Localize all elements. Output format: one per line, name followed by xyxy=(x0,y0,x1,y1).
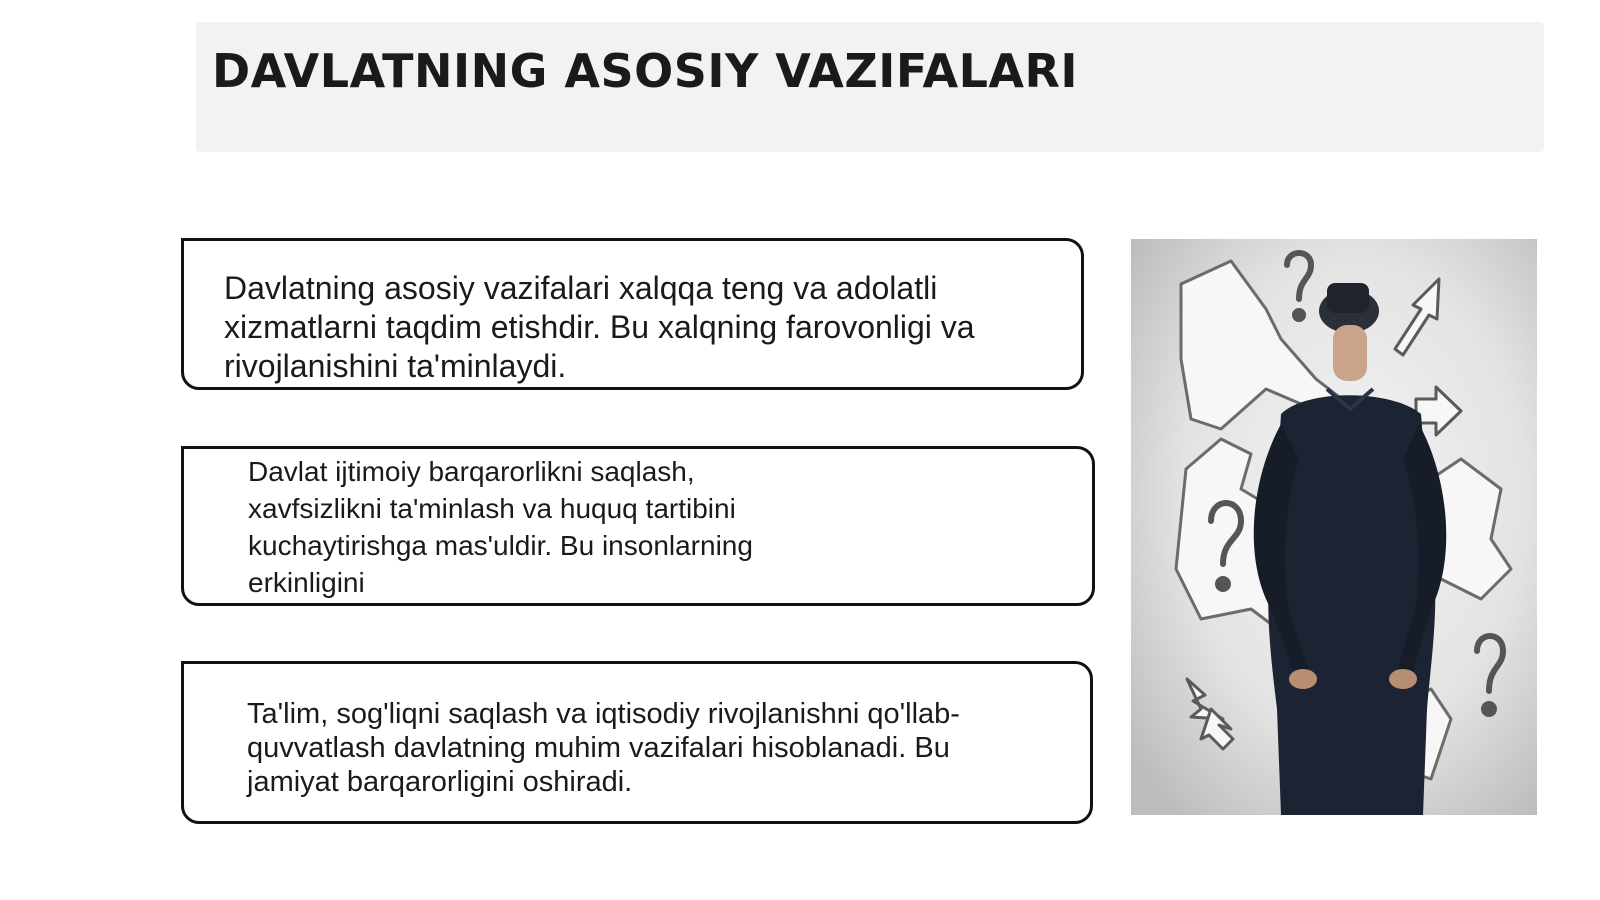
text-box-2 xyxy=(181,446,1095,606)
man-with-map-illustration xyxy=(1131,239,1537,815)
text-box-1-content: Davlatning asosiy vazifalari xalqqa teng va adolatli xizmatlarni taqdim etishdir. Bu xalqning farovonligi va rivojlanishini ta'minlaydi. xyxy=(224,270,975,384)
text-box-3-content: Ta'lim, sog'liqni saqlash va iqtisodiy rivojlanishni qo'llab-quvvatlash davlatning muhim vazifalari hisoblanadi. Bu jamiyat barqarorligini oshiradi. xyxy=(247,698,960,798)
illustration-image xyxy=(1131,239,1537,815)
text-box-3 xyxy=(181,661,1093,824)
text-box-1 xyxy=(181,238,1084,390)
text-box-2-content: Davlat ijtimoiy barqarorlikni saqlash, xavfsizlikni ta'minlash va huquq tartibini kuchaytirishga mas'uldir. Bu insonlarning erkinligini xyxy=(248,456,753,598)
slide-title: DAVLATNING ASOSIY VAZIFALARI xyxy=(212,44,1079,98)
